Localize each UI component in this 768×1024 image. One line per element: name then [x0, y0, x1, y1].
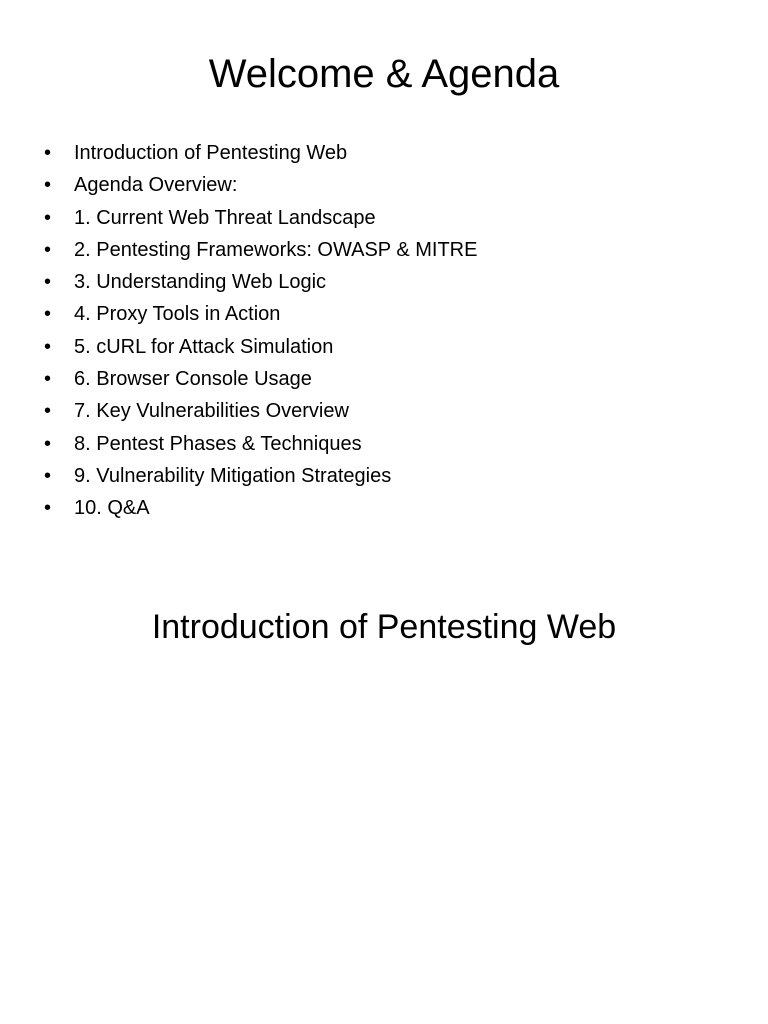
bullet-icon: • — [44, 303, 52, 326]
list-item-text: Agenda Overview: — [74, 174, 238, 197]
bullet-icon: • — [44, 497, 52, 520]
list-item — [44, 429, 724, 461]
list-item — [44, 364, 724, 396]
bullet-icon: • — [44, 206, 52, 229]
bullet-icon: • — [44, 368, 52, 391]
slide-title-introduction: Introduction of Pentesting Web — [151, 608, 617, 646]
list-item-text: 5. cURL for Attack Simulation — [74, 335, 334, 358]
bullet-icon: • — [44, 142, 52, 164]
bullet-icon: • — [44, 464, 52, 487]
list-item-text: 6. Browser Console Usage — [74, 368, 312, 391]
list-item — [44, 493, 724, 525]
list-item-text: 9. Vulnerability Mitigation Strategies — [74, 464, 392, 487]
list-item — [44, 461, 724, 493]
bullet-icon: • — [44, 400, 52, 423]
bullet-icon: • — [44, 335, 52, 358]
bullet-icon: • — [44, 271, 52, 294]
list-item — [44, 396, 724, 428]
agenda-list — [44, 138, 724, 526]
bullet-icon: • — [44, 238, 52, 261]
list-item-text: 3. Understanding Web Logic — [74, 271, 327, 294]
list-item-text: Introduction of Pentesting Web — [74, 142, 348, 164]
list-item — [44, 138, 724, 170]
list-item — [44, 332, 724, 364]
list-item-text: 1. Current Web Threat Landscape — [74, 206, 376, 229]
list-item-text: 4. Proxy Tools in Action — [74, 303, 281, 326]
list-item — [44, 267, 724, 299]
bullet-icon: • — [44, 174, 52, 197]
list-item-text: 7. Key Vulnerabilities Overview — [74, 400, 349, 423]
list-item-text: 10. Q&A — [74, 497, 150, 520]
list-item-text: 2. Pentesting Frameworks: OWASP & MITRE — [74, 238, 478, 261]
list-item — [44, 235, 724, 267]
list-item — [44, 170, 724, 202]
list-item — [44, 299, 724, 331]
list-item — [44, 203, 724, 235]
list-item-text: 8. Pentest Phases & Techniques — [74, 432, 362, 455]
slide-title-welcome-agenda: Welcome & Agenda — [208, 52, 560, 96]
bullet-icon: • — [44, 432, 52, 455]
